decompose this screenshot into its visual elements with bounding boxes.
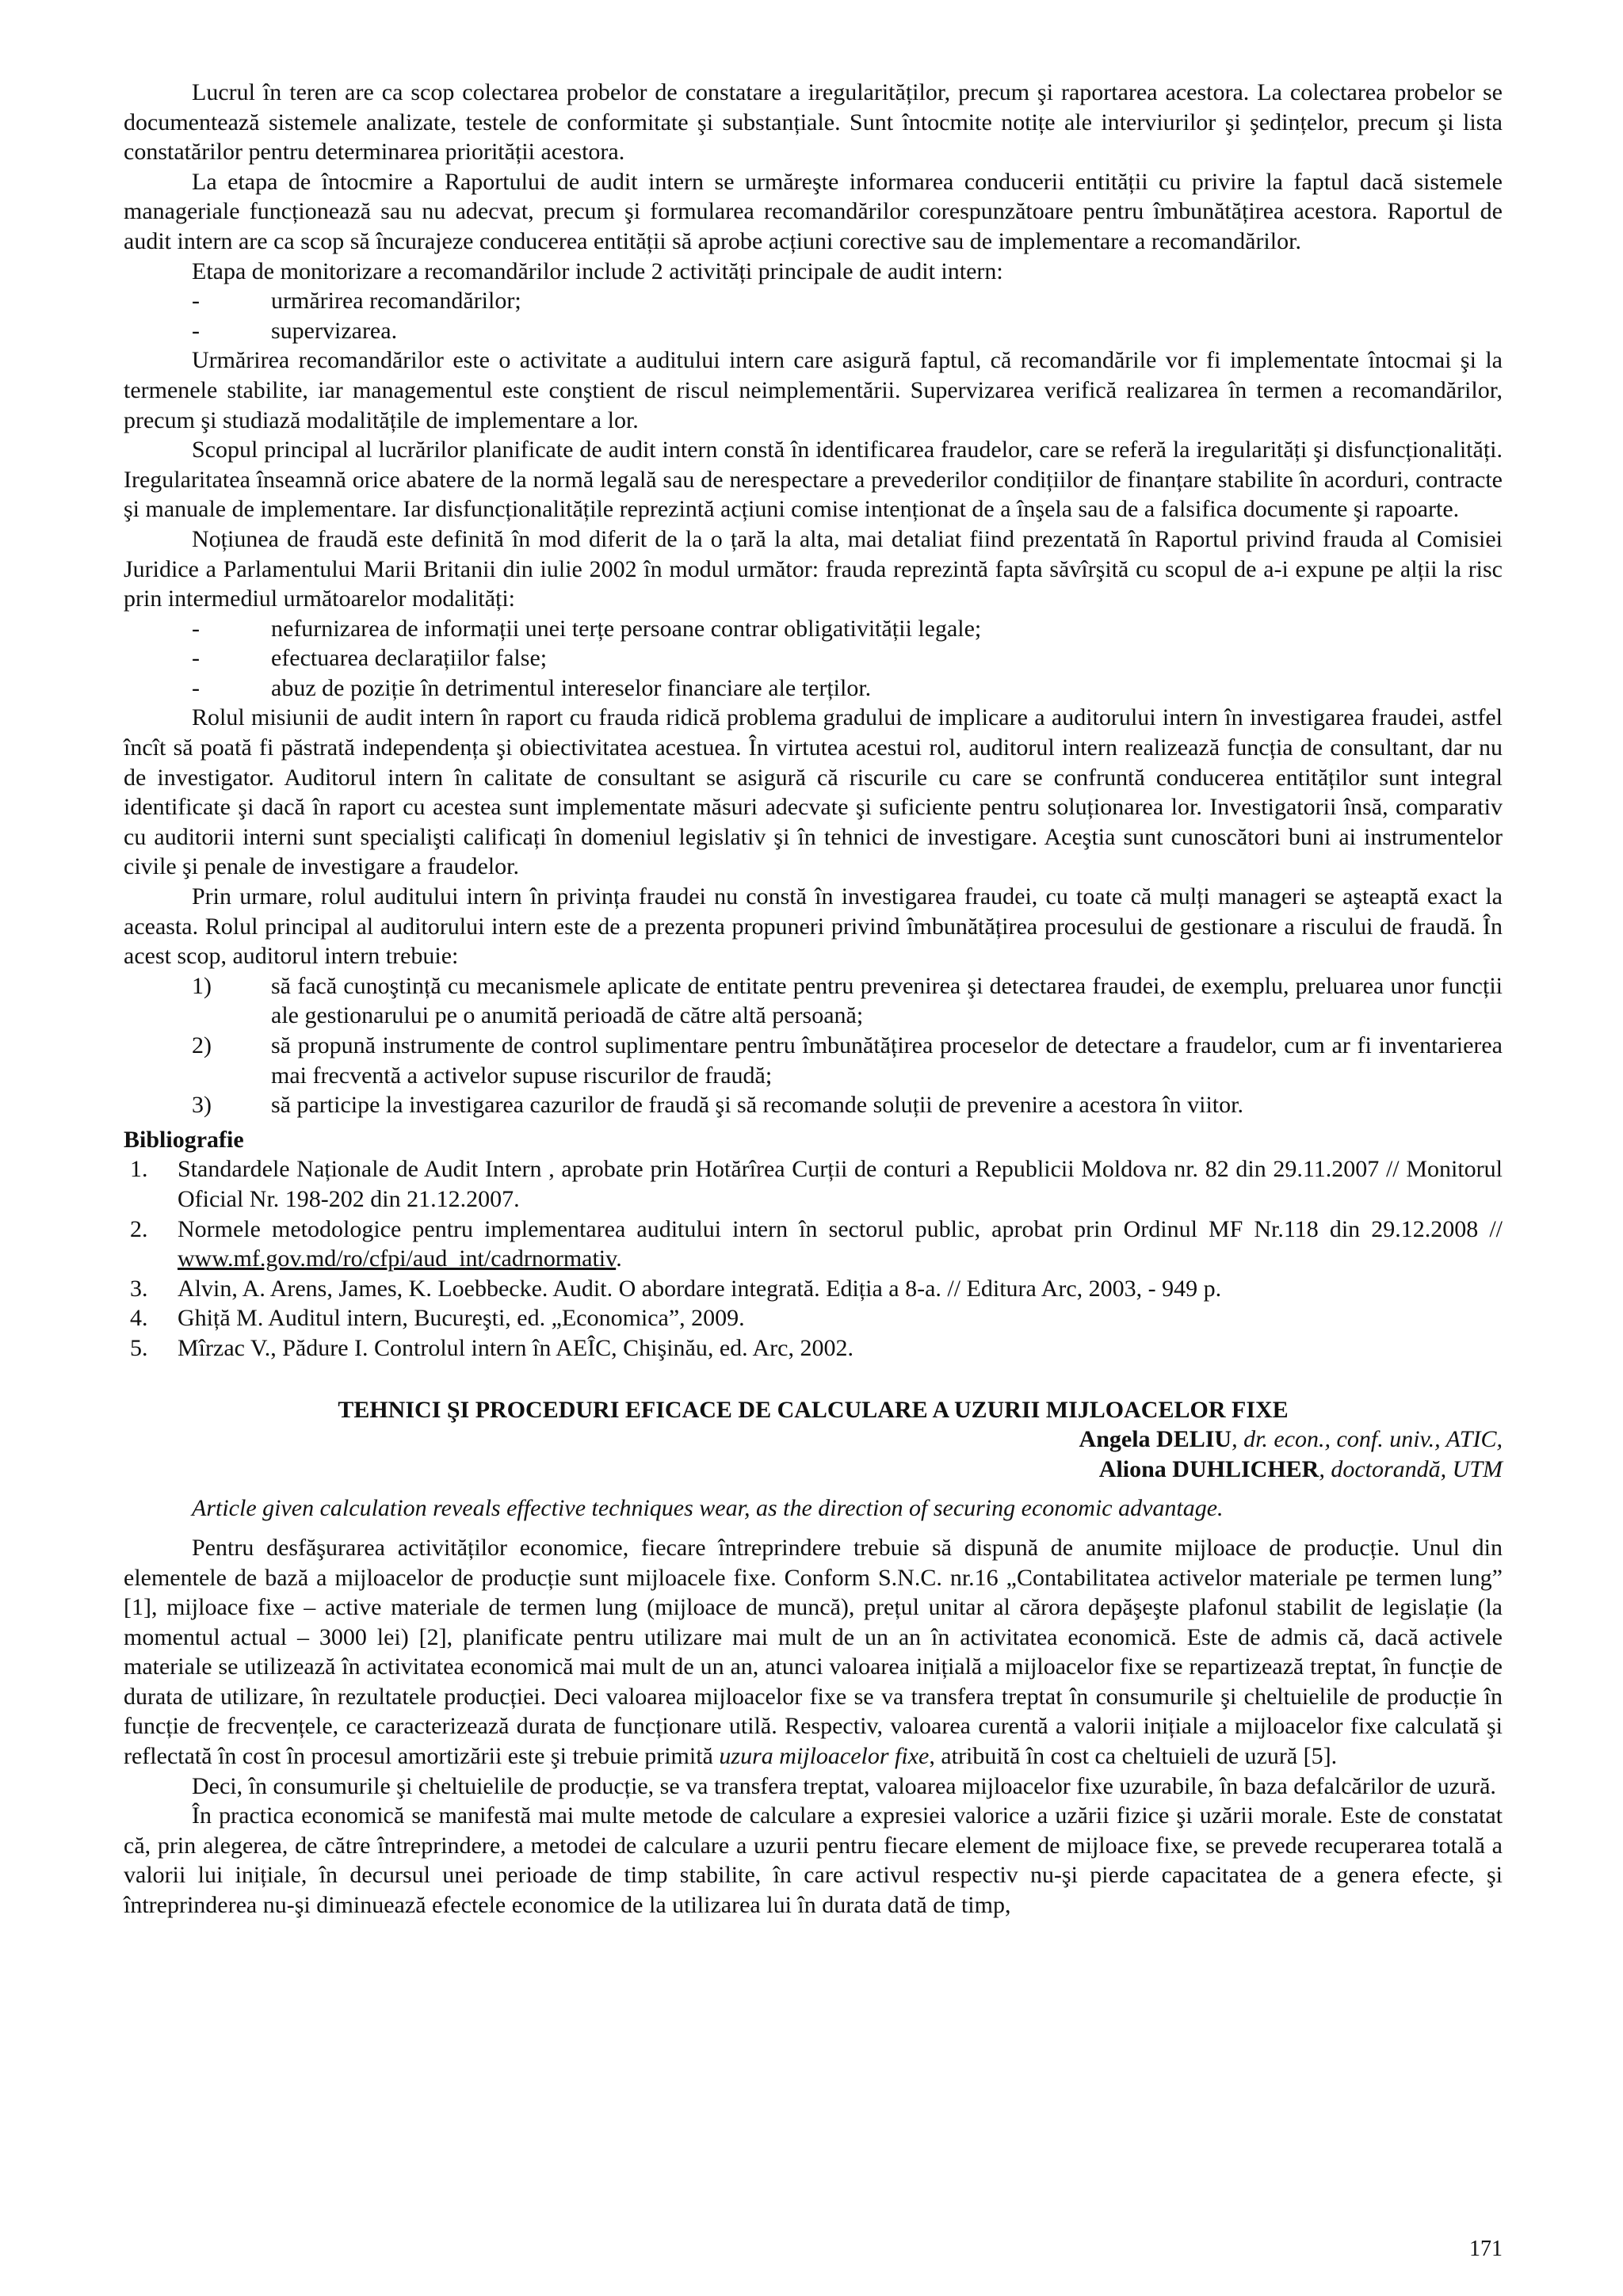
list-item: - supervizarea.	[192, 317, 398, 344]
list-item: - efectuarea declarațiilor false;	[192, 645, 548, 672]
list-item: - abuz de poziție în detrimentul intereselor financiare ale terților.	[192, 674, 872, 701]
list-item: 3) să participe la investigarea cazurilor de fraudă şi să recomande soluții de prevenire a acestora în viitor.	[192, 1092, 1243, 1119]
bibliography-item: 1. Standardele Naționale de Audit Intern , aprobate prin Hotărîrea Curții de conturi a Republicii Moldova nr. 82 din 29.11.2007 // Monitorul Oficial Nr. 198-202 din 21.12.2007.	[130, 1156, 1503, 1212]
paragraph: Lucrul în teren are ca scop colectarea probelor de constatare a iregularităților, precum şi raportarea acestora. La colectarea probelor se documentează sistemele analizate, testele de conformitate şi substanțiale. Sunt întocmite notițe ale interviurilor şi şedințelor, precum şi lista constatărilor pentru determinarea priorității acestora.	[124, 79, 1503, 166]
page-content	[124, 78, 1503, 1920]
reference-link[interactable]: www.mf.gov.md/ro/cfpi/aud_int/cadrnormativ	[178, 1245, 617, 1272]
paragraph: La etapa de întocmire a Raportului de audit intern se urmăreşte informarea conducerii entității cu privire la faptul dacă sistemele manageriale funcționează sau nu adecvat, precum şi formularea recomandărilor corespunzătoare pentru îmbunătățirea acestora. Raportul de audit intern are ca scop să încurajeze conducerea entității să aprobe acțiuni corective sau de implementare a recomandărilor.	[124, 168, 1503, 254]
author-name: Aliona DUHLICHER	[1098, 1455, 1319, 1482]
author-line	[124, 1455, 1503, 1485]
paragraph: Noțiunea de fraudă este definită în mod diferit de la o țară la alta, mai detaliat fiind prezentată în Raportul privind frauda al Comisiei Juridice a Parlamentului Marii Britanii din iulie 2002 în modul următor: frauda reprezintă fapta săvîrşită cu scopul de a-i expune pe alții la risc prin intermediul următoarelor modalități:	[124, 525, 1503, 612]
page-number: 171	[1469, 2237, 1503, 2261]
bibliography-title: Bibliografie	[124, 1126, 244, 1153]
paragraph: Etapa de monitorizare a recomandărilor include 2 activități principale de audit intern:	[192, 257, 1003, 284]
paragraph: Pentru desfăşurarea activităților economice, fiecare întreprindere trebuie să dispună de anumite mijloace de producție. Unul din elementele de bază a mijloacelor de producție sunt mijloacele fixe. Conform S.N.C. nr.16 „Contabilitatea activelor materiale pe termen lung” [1], mijloace fixe – active materiale de termen lung (mijloace de muncă), prețul unitar al cărora depăşeşte plafonul stabilit de legislație (la momentul actual – 3000 lei) [2], planificate pentru utilizare mai mult de un an în activitatea economică. Este de admis că, dacă activele materiale se utilizează în activitatea economică mai mult de un an, atunci valoarea inițială a mijloacelor fixe se repartizează treptat, în funcție de durata de utilizare, în rezultatele producției. Deci valoarea mijloacelor fixe se va transfera treptat în consumurile şi cheltuielile de producție în funcție de frecvențele, ce caracterizează durata de funcționare utilă. Respectiv, valoarea curentă a valorii inițiale a mijloacelor fixe calculată şi reflectată în cost în procesul amortizării este şi trebuie primită uzura mijloacelor fixe, atribuită în cost ca cheltuieli de uzură [5].	[124, 1534, 1503, 1770]
abstract: Article given calculation reveals effective techniques wear, as the direction of securing economic advantage.	[192, 1495, 1224, 1522]
bibliography-item: 4. Ghiță M. Auditul intern, Bucureşti, ed. „Economica”, 2009.	[130, 1305, 745, 1332]
article-title: TEHNICI ŞI PROCEDURI EFICACE DE CALCULARE A UZURII MIJLOACELOR FIXE	[338, 1396, 1289, 1423]
bibliography-item: 2. Normele metodologice pentru implementarea auditului intern în sectorul public, aprobat prin Ordinul MF Nr.118 din 29.12.2008 // www.mf.gov.md/ro/cfpi/aud_int/cadrnormativ.	[130, 1215, 1503, 1272]
list-item: - urmărirea recomandărilor;	[192, 288, 521, 315]
bibliography-item: 5. Mîrzac V., Pădure I. Controlul intern în AEÎC, Chişinău, ed. Arc, 2002.	[130, 1334, 854, 1361]
list-item: - nefurnizarea de informații unei terțe persoane contrar obligativității legale;	[192, 615, 982, 642]
paragraph: Deci, în consumurile şi cheltuielile de producție, se va transfera treptat, valoarea mijloacelor fixe uzurabile, în baza defalcărilor de uzură.	[192, 1772, 1496, 1799]
bibliography-item: 3. Alvin, A. Arens, James, K. Loebbecke. Audit. O abordare integrată. Ediția a 8-a. // Editura Arc, 2003, - 949 p.	[130, 1275, 1222, 1302]
paragraph: Scopul principal al lucrărilor planificate de audit intern constă în identificarea fraudelor, care se referă la iregularități şi disfuncționalități. Iregularitatea înseamnă orice abatere de la normă legală sau de nerespectare a prevederilor condițiilor de finanțare stabilite în acorduri, contracte şi manuale de implementare. Iar disfuncționalitățile reprezintă acțiuni comise intenționat de a înşela sau de a falsifica documente şi rapoarte.	[124, 437, 1503, 523]
paragraph: Prin urmare, rolul auditului intern în privința fraudei nu constă în investigarea fraudei, cu toate că mulți manageri se aşteaptă exact la aceasta. Rolul principal al auditorului intern este de a prezenta propuneri privind îmbunătățirea procesului de gestionare a riscului de fraudă. În acest scop, auditorul intern trebuie:	[124, 883, 1503, 970]
author-affiliation: , dr. econ., conf. univ., ATIC,	[1232, 1426, 1503, 1453]
paragraph: Urmărirea recomandărilor este o activitate a auditului intern care asigură faptul, că recomandările vor fi implementate întocmai şi la termenele stabilite, iar managementul este conştient de riscul neimplementării. Supervizarea verifică realizarea în termen a recomandărilor, precum şi studiază modalitățile de implementare a lor.	[124, 347, 1503, 433]
author-affiliation: , doctorandă, UTM	[1319, 1455, 1503, 1482]
author-line	[124, 1425, 1503, 1455]
list-item: 2) să propună instrumente de control suplimentare pentru îmbunătățirea proceselor de detectare a fraudelor, cum ar fi inventarierea mai frecventă a activelor supuse riscurilor de fraudă;	[192, 1032, 1503, 1089]
paragraph: În practica economică se manifestă mai multe metode de calculare a expresiei valorice a uzării fizice şi uzării morale. Este de constatat că, prin alegerea, de către întreprindere, a metodei de calculare a uzurii pentru fiecare element de mijloace fixe, se prevede recuperarea totală a valorii lui inițiale, în decursul unei perioade de timp stabilite, în care activul respectiv nu-şi pierde capacitatea de a genera efecte, şi întreprinderea nu-şi diminuează efectele economice de la utilizarea lui în durata dată de timp,	[124, 1802, 1503, 1919]
paragraph: Rolul misiunii de audit intern în raport cu frauda ridică problema gradului de implicare a auditorului intern în investigarea fraudei, astfel încît să poată fi păstrată independența şi obiectivitatea acestuea. În virtutea acestui rol, auditorul intern realizează funcția de consultant, dar nu de investigator. Auditorul intern în calitate de consultant se asigură că riscurile cu care se confruntă conducerea entităților sunt integral identificate şi dacă în raport cu acestea sunt implementate măsuri adecvate şi suficiente pentru soluționarea lor. Investigatorii însă, comparativ cu auditorii interni sunt specialişti calificați în domeniul legislativ şi în tehnici de investigare. Aceştia sunt cunoscători buni ai instrumentelor civile şi penale de investigare a fraudelor.	[124, 704, 1503, 880]
list-item: 1) să facă cunoştință cu mecanismele aplicate de entitate pentru prevenirea şi detectarea fraudei, de exemplu, preluarea unor funcții ale gestionarului pe o anumită perioadă de către altă persoană;	[192, 972, 1503, 1029]
author-name: Angela DELIU	[1079, 1426, 1232, 1453]
